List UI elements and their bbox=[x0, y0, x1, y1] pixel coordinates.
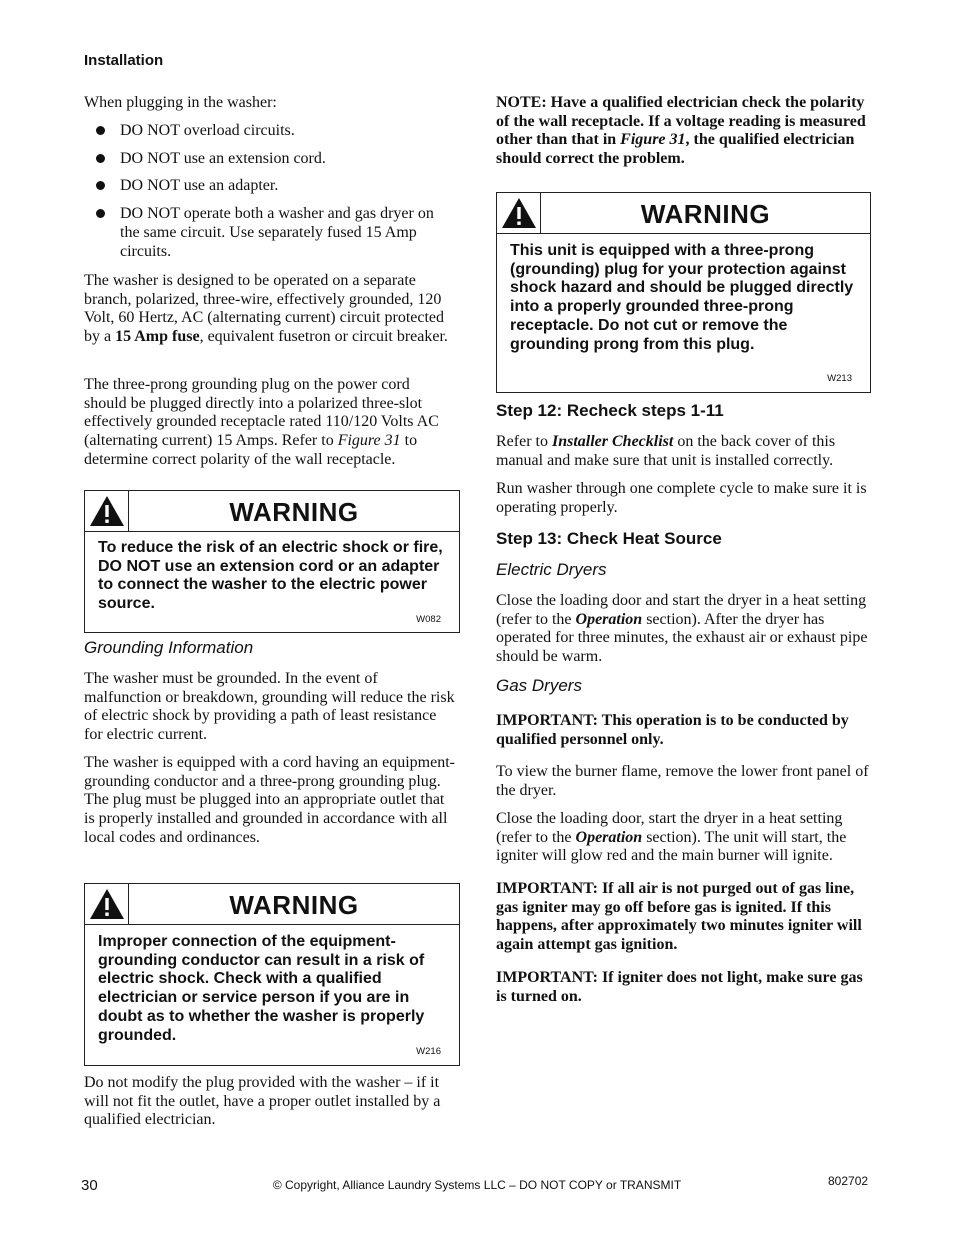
page-number: 30 bbox=[81, 1177, 98, 1194]
warning-text: Improper connection of the equipment-grounding conductor can result in a risk of electric shock. Check with a qualified electrician or service person if you are in doubt as to whether the washer is properly grounded. bbox=[98, 933, 425, 1044]
step-12-paragraph-1: Refer to Installer Checklist on the back cover of this manual and make sure that unit is installed correctly. bbox=[496, 433, 836, 469]
warning-title: WARNING bbox=[229, 890, 359, 920]
circuit-paragraph: The washer is designed to be operated on a separate branch, polarized, three-wire, effectively grounded, 120 Volt, 60 Hertz, AC (alternating current) circuit protected by a 15 Amp fuse, equivalent fusetron or circuit breaker. bbox=[84, 272, 448, 346]
warning-triangle-icon bbox=[497, 193, 541, 233]
section-label: Installation bbox=[84, 52, 164, 69]
polarity-note: NOTE: Have a qualified electrician check the polarity of the wall receptacle. If a voltage reading is measured other than that in Figure 31, the qualified electrician should correct the problem. bbox=[496, 94, 866, 168]
list-item: DO NOT use an adapter. bbox=[84, 177, 456, 196]
step-12-heading: Step 12: Recheck steps 1-11 bbox=[496, 401, 724, 420]
gas-dryers-paragraph-1: To view the burner flame, remove the lower front panel of the dryer. bbox=[496, 763, 869, 799]
warning-box-three-prong bbox=[496, 192, 871, 393]
list-item: DO NOT operate both a washer and gas dryer on the same circuit. Use separately fused 15 Amp circuits. bbox=[84, 205, 456, 261]
warning-code: W213 bbox=[827, 373, 852, 384]
bullet-icon bbox=[96, 181, 105, 190]
warning-code: W216 bbox=[416, 1046, 441, 1057]
plug-modify-paragraph: Do not modify the plug provided with the washer – if it will not fit the outlet, have a proper outlet installed by a qualified electrician. bbox=[84, 1074, 441, 1129]
bullet-icon bbox=[96, 209, 105, 218]
bullet-icon bbox=[96, 154, 105, 163]
gas-dryers-heading: Gas Dryers bbox=[496, 676, 582, 695]
grounding-plug-paragraph: The three-prong grounding plug on the power cord should be plugged directly into a polarized three-slot effectively grounded receptacle rated 110/120 Volts AC (alternating current) 15 Amps. Refer to Figure 31 to determine correct polarity of the wall receptacle. bbox=[84, 376, 439, 468]
intro-text: When plugging in the washer: bbox=[84, 94, 277, 111]
document-number: 802702 bbox=[828, 1174, 869, 1188]
warning-title: WARNING bbox=[229, 497, 359, 527]
step-12-paragraph-2: Run washer through one complete cycle to make sure it is operating properly. bbox=[496, 480, 867, 516]
gas-dryers-paragraph-2: Close the loading door, start the dryer in a heat setting (refer to the Operation section). The unit will start, the igniter will glow red and the main burner will ignite. bbox=[496, 810, 847, 865]
warning-text: This unit is equipped with a three-prong (grounding) plug for your protection against shock hazard and should be plugged directly into a properly grounded three-prong receptacle. Do not cut or remove the grounding prong from this plug. bbox=[510, 242, 854, 353]
plugging-bullet-list bbox=[84, 122, 456, 261]
warning-text: To reduce the risk of an electric shock or fire, DO NOT use an extension cord or an adapter to connect the washer to the electric power source. bbox=[98, 539, 443, 613]
warning-header bbox=[497, 193, 870, 234]
warning-box-extension-cord bbox=[84, 490, 460, 633]
list-item: DO NOT overload circuits. bbox=[84, 122, 456, 141]
important-purge-note: IMPORTANT: If all air is not purged out of gas line, gas igniter may go off before gas is ignited. If this happens, after approximately two minutes igniter will again attempt gas ignition. bbox=[496, 880, 862, 954]
copyright-notice: © Copyright, Alliance Laundry Systems LLC – DO NOT COPY or TRANSMIT bbox=[272, 1178, 682, 1192]
grounding-paragraph-1: The washer must be grounded. In the event of malfunction or breakdown, grounding will reduce the risk of electric shock by providing a path of least resistance for electric current. bbox=[84, 670, 455, 744]
warning-header bbox=[85, 884, 459, 925]
grounding-heading: Grounding Information bbox=[84, 638, 254, 657]
warning-code: W082 bbox=[416, 614, 441, 625]
electric-dryers-heading: Electric Dryers bbox=[496, 560, 607, 579]
grounding-paragraph-2: The washer is equipped with a cord having an equipment-grounding conductor and a three-prong grounding plug. The plug must be plugged into an appropriate outlet that is properly installed and grounded in accordance with all local codes and ordinances. bbox=[84, 754, 455, 846]
important-qualified-note: IMPORTANT: This operation is to be conducted by qualified personnel only. bbox=[496, 712, 849, 748]
warning-title: WARNING bbox=[640, 199, 771, 229]
electric-dryers-paragraph: Close the loading door and start the dryer in a heat setting (refer to the Operation section). After the dryer has operated for three minutes, the exhaust air or exhaust pipe should be warm. bbox=[496, 592, 868, 666]
warning-box-grounding bbox=[84, 883, 460, 1066]
important-igniter-note: IMPORTANT: If igniter does not light, make sure gas is turned on. bbox=[496, 969, 863, 1005]
bullet-icon bbox=[96, 126, 105, 135]
warning-triangle-icon bbox=[85, 884, 129, 924]
step-13-heading: Step 13: Check Heat Source bbox=[496, 529, 722, 548]
warning-header bbox=[85, 491, 459, 532]
warning-triangle-icon bbox=[85, 491, 129, 531]
list-item: DO NOT use an extension cord. bbox=[84, 150, 456, 169]
